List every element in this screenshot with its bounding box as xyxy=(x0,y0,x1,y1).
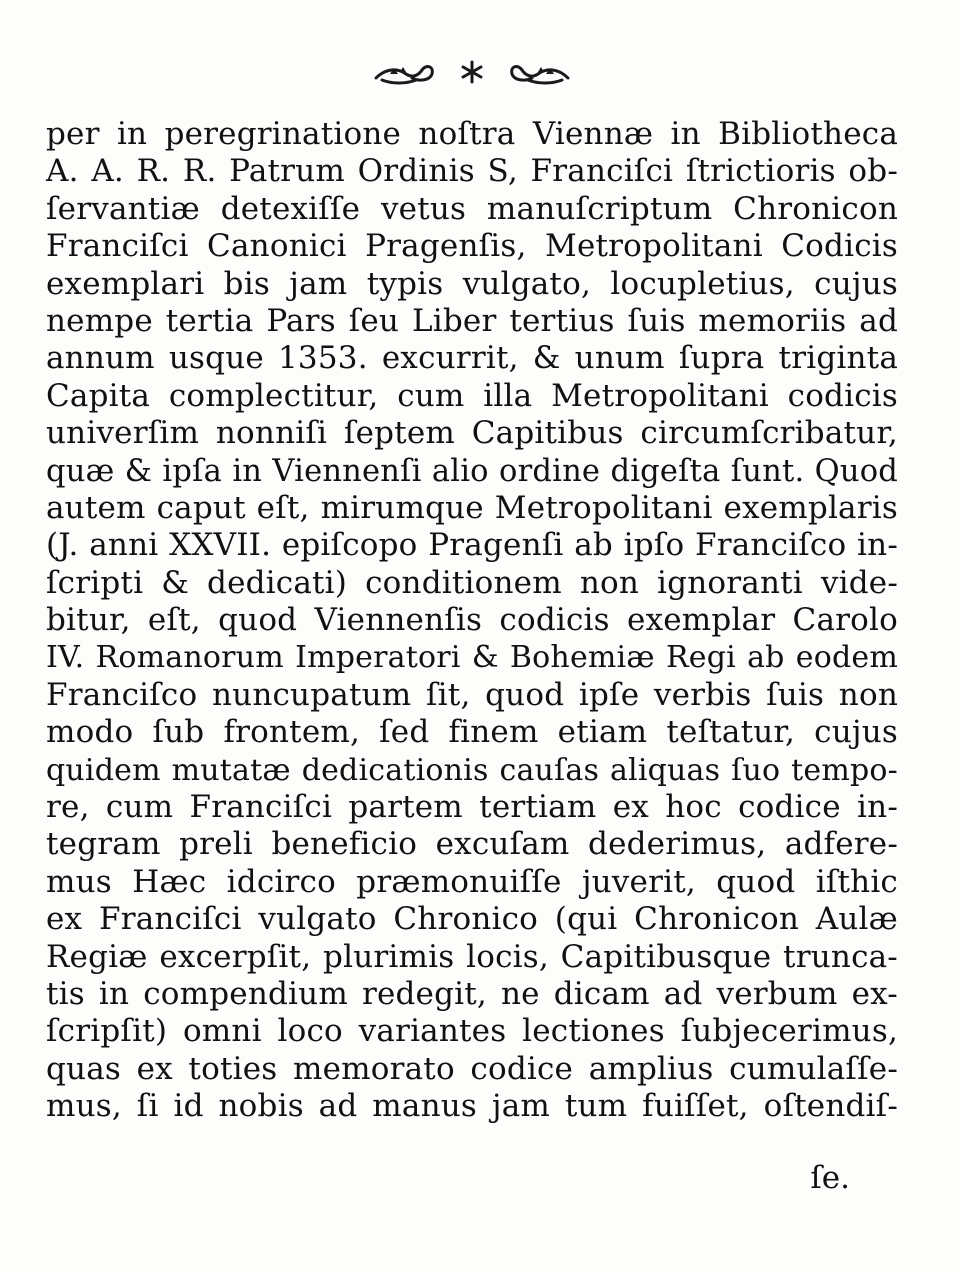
text-line: (J. anni XXVII. epiſcopo Pragenſi ab ipſo Franciſco in- xyxy=(46,527,898,564)
text-line: IV. Romanorum Imperatori & Bohemiæ Regi ab eodem xyxy=(46,640,898,676)
text-line: tis in compendium redegit, ne dicam ad verbum ex- xyxy=(46,975,898,1012)
text-line: Franciſco nuncupatum ſit, quod ipſe verbis ſuis non xyxy=(46,676,898,713)
text-line: nempe tertia Pars ſeu Liber tertius ſuis memoriis ad xyxy=(46,302,898,339)
text-line: per in peregrinatione noſtra Viennæ in Bibliotheca xyxy=(46,116,898,152)
body-text xyxy=(46,116,898,1126)
text-line: Franciſci Canonici Pragenſis, Metropolitani Codicis xyxy=(46,228,898,265)
text-line: tegram preli beneficio excuſam dederimus, adfere- xyxy=(46,826,898,863)
text-line: bitur, eſt, quod Viennenſis codicis exemplar Carolo xyxy=(46,602,898,639)
text-line: quæ & ipſa in Viennenſi alio ordine digeſta ſunt. Quod xyxy=(46,453,898,489)
text-line: ſcripſit) omni loco variantes lectiones ſubjecerimus, xyxy=(46,1013,898,1050)
text-line: annum usque 1353. excurrit, & unum ſupra triginta xyxy=(46,340,898,377)
text-line: exemplari bis jam typis vulgato, locupletius, cujus xyxy=(46,265,898,302)
text-line: ſervantiæ detexiſſe vetus manuſcriptum Chronicon xyxy=(46,190,898,227)
text-line: Capita complectitur, cum illa Metropolitani codicis xyxy=(46,377,898,414)
text-line: autem caput eſt, mirumque Metropolitani exemplaris xyxy=(46,489,898,526)
text-line: A. A. R. R. Patrum Ordinis S, Franciſci ſtrictioris ob- xyxy=(46,153,898,190)
text-line: ſcripti & dedicati) conditionem non ignoranti vide- xyxy=(46,564,898,601)
text-line: re, cum Franciſci partem tertiam ex hoc codice in- xyxy=(46,789,898,826)
text-line: mus Hæc idcirco præmonuiſſe juverit, quod iſthic xyxy=(46,863,898,900)
catchword: ſe. xyxy=(810,1160,850,1196)
text-line: mus, ſi id nobis ad manus jam tum fuiſſet, oſtendiſ- xyxy=(46,1088,898,1125)
text-line: quas ex toties memorato codice amplius cumulaſſe- xyxy=(46,1050,898,1087)
text-line: quidem mutatæ dedicationis cauſas aliquas ſuo tempo- xyxy=(46,752,898,788)
printer-ornament-icon xyxy=(372,56,572,90)
text-line: Regiæ excerpſit, plurimis locis, Capitibusque trunca- xyxy=(46,938,898,975)
text-line: modo ſub frontem, ſed finem etiam teſtatur, cujus xyxy=(46,714,898,751)
text-line: ex Franciſci vulgato Chronico (qui Chronicon Aulæ xyxy=(46,901,898,938)
text-line: univerſim nonniſi ſeptem Capitibus circumſcribatur, xyxy=(46,415,898,452)
